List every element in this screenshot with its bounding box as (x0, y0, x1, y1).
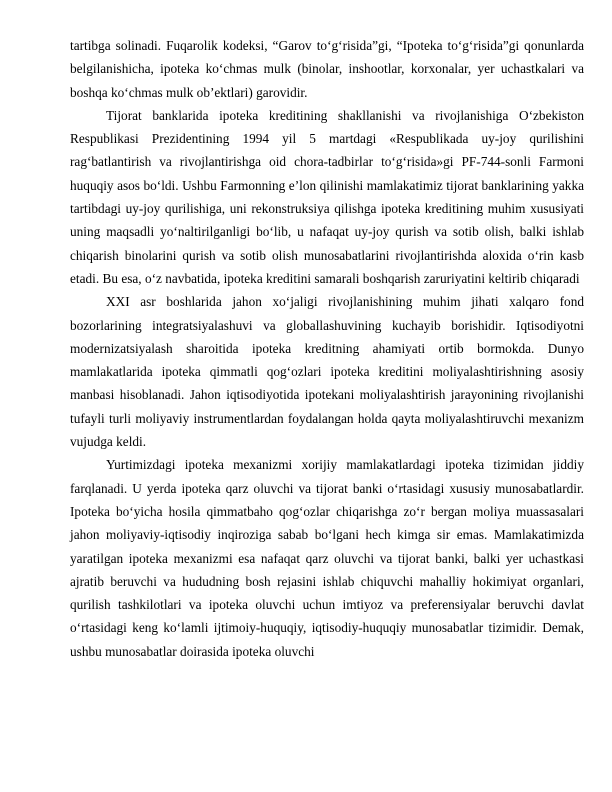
paragraph-4: Yurtimizdagi ipoteka mexanizmi xorijiy mamlakatlardagi ipoteka tizimidan jiddiy farqlanadi. U yerda ipoteka qarz oluvchi va tijorat banki o‘rtasidagi xususiy munosabatlardir. Ipoteka bo‘yicha hosila qimmatbaho qog‘ozlar chiqarishga zo‘r bergan moliya muassasalari jahon moliyaviy-iqtisodiy inqiroziga sabab bo‘lgani hech kimga sir emas. Mamlakatimizda yaratilgan ipoteka mexanizmi esa nafaqat qarz oluvchi va tijorat banki, balki yer uchastkasi ajratib beruvchi va hududning bosh rejasini ishlab chiquvchi mahalliy hokimiyat organlari, qurilish tashkilotlari va ipoteka oluvchi uchun imtiyoz va preferensiyalar beruvchi davlat o‘rtasidagi keng ko‘lamli ijtimoiy-huquqiy, iqtisodiy-huquqiy munosabatlar tizimidir. Demak, ushbu munosabatlar doirasida ipoteka oluvchi (70, 457, 584, 659)
document-page (70, 34, 584, 663)
paragraph-3: XXI asr boshlarida jahon xo‘jaligi rivojlanishining muhim jihati xalqaro fond bozorlarining integratsiyalashuvi va globallashuvining kuchayib borishidir. Iqtisodiyotni modernizatsiyalash sharoitida ipoteka kreditning ahamiyati ortib bormokda. Dunyo mamlakatlarida ipoteka qimmatli qog‘ozlari ipoteka kreditini moliyalashtirishning asosiy manbasi hisoblanadi. Jahon iqtisodiyotida ipotekani moliyalashtirish jarayonining rivojlanishi tufayli turli moliyaviy instrumentlardan foydalangan holda qayta moliyalashtiruvchi mexanizm vujudga keldi. (70, 294, 584, 450)
paragraph-2: Tijorat banklarida ipoteka kreditining shakllanishi va rivojlanishiga O‘zbekiston Respublikasi Prezidentining 1994 yil 5 martdagi «Respublikada uy-joy qurilishini rag‘batlantirish va rivojlantirishga oid chora-tadbirlar to‘g‘risida»gi PF-744-sonli Farmoni huquqiy asos bo‘ldi. Ushbu Farmonning e’lon qilinishi mamlakatimiz tijorat banklarining yakka tartibdagi uy-joy qurilishiga, uni rekonstruksiya qilishga ipoteka kreditining muhim xususiyati uning maqsadli yo‘naltirilganligi bo‘lib, u nafaqat uy-joy qurish va sotib olish, balki ishlab chiqarish binolarini qurish va sotib olish munosabatlarini rivojlantirishda aloxida o‘rin kasb etadi. Bu esa, o‘z navbatida, ipoteka kreditini samarali boshqarish zaruriyatini keltirib chiqaradi (70, 107, 584, 286)
paragraph-1: tartibga solinadi. Fuqarolik kodeksi, “Garov to‘g‘risida”gi, “Ipoteka to‘g‘risida”gi qonunlarda belgilanishicha, ipoteka ko‘chmas mulk (binolar, inshootlar, korxonalar, yer uchastkalari va boshqa ko‘chmas mulk ob’ektlari) garovidir. (70, 38, 584, 100)
